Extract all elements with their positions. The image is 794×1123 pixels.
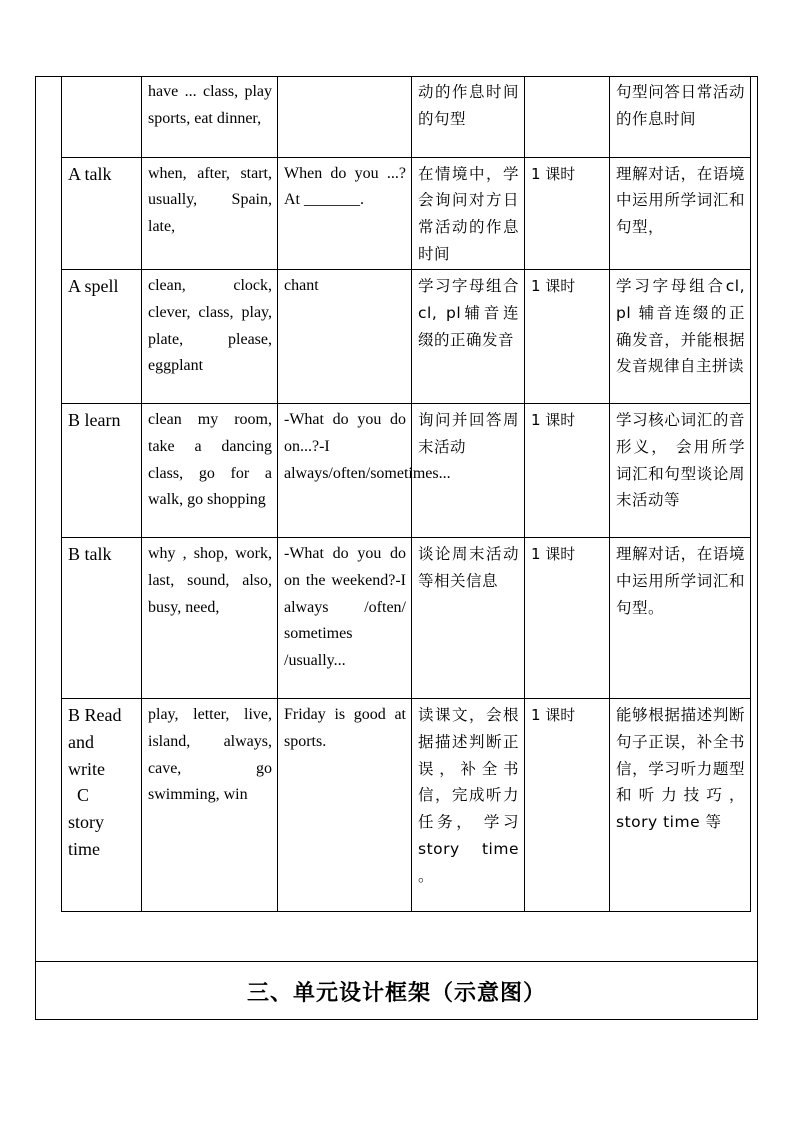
lesson-line: and [68,732,94,753]
hours-cell: 1 课时 [525,270,610,404]
goal-cell: 读课文，会根据描述判断正误，补全书信，完成听力任务， 学习 story time 。 [412,699,525,912]
lesson-cell [62,76,142,157]
hours-cell: 1 课时 [525,699,610,912]
table-row [62,76,751,157]
lesson-line: B Read [68,705,122,726]
pattern-cell: -What do you do on the weekend?-I always /often/ sometimes /usually... [278,538,412,699]
goal-cell: 谈论周末活动等相关信息 [412,538,525,699]
hours-cell: 1 课时 [525,157,610,270]
goal-cell: 学习字母组合cl, pl辅音连缀的正确发音 [412,270,525,404]
goal-cell: 动的作息时间的句型 [412,76,525,157]
vocab-cell: when, after, start, usually, Spain, late, [142,157,278,270]
lesson-cell: B talk [62,538,142,699]
pattern-cell: Friday is good at sports. [278,699,412,912]
lesson-line: story [68,812,104,833]
goal-cell: 在情境中，学会询问对方日常活动的作息时间 [412,157,525,270]
table-row [62,699,751,912]
pattern-cell: -What do you do on...?-I always/often/sometimes... [278,404,412,538]
vocab-cell: play, letter, live, island, always, cave, go swimming, win [142,699,278,912]
hours-cell: 1 课时 [525,538,610,699]
lesson-line: write [68,758,105,779]
vocab-cell: why , shop, work, last, sound, also, busy, need, [142,538,278,699]
target-cell: 能够根据描述判断句子正误，补全书信，学习听力题型和听力技巧， story time 等 [610,699,751,912]
table-row [62,270,751,404]
vocab-cell: have ... class, play sports, eat dinner, [142,76,278,157]
section-title: 三、单元设计框架（示意图） [246,980,546,1006]
hours-cell: 1 课时 [525,404,610,538]
vocab-cell: clean my room, take a dancing class, go for a walk, go shopping [142,404,278,538]
target-cell: 理解对话，在语境中运用所学词汇和句型。 [610,538,751,699]
lesson-line: time [68,838,100,859]
lesson-cell: A talk [62,157,142,270]
pattern-cell [278,76,412,157]
target-cell: 学习字母组合cl, pl 辅音连缀的正确发音，并能根据发音规律自主拼读 [610,270,751,404]
table-row [62,538,751,699]
target-cell: 理解对话，在语境中运用所学词汇和句型， [610,157,751,270]
lesson-cell [62,699,142,912]
vocab-cell: clean, clock, clever, class, play, plate, please, eggplant [142,270,278,404]
target-cell: 句型问答日常活动的作息时间 [610,76,751,157]
hours-cell [525,76,610,157]
lesson-cell: B learn [62,404,142,538]
pattern-cell: When do you ...? At _______. [278,157,412,270]
lesson-line: C [68,785,90,806]
table-row [62,157,751,270]
table-row [62,404,751,538]
target-cell: 学习核心词汇的音形义， 会用所学词汇和句型谈论周末活动等 [610,404,751,538]
lesson-cell: A spell [62,270,142,404]
lesson-plan-table [61,76,751,912]
pattern-cell: chant [278,270,412,404]
goal-cell: 询问并回答周末活动 [412,404,525,538]
